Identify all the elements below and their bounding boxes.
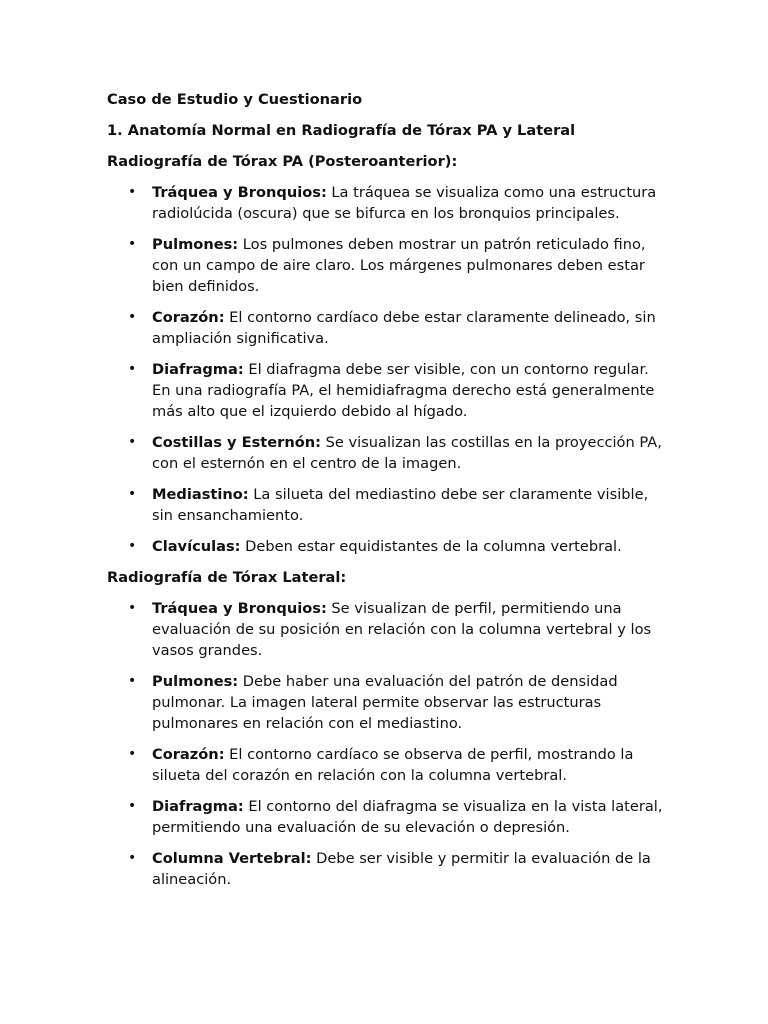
list-item	[107, 182, 667, 224]
pa-list	[107, 182, 667, 557]
item-text: El diafragma debe ser visible, con un contorno regular. En una radiografía PA, el hemidiafragma derecho está generalmente más alto que el izquierdo debido al hígado.	[152, 361, 655, 420]
item-text: Los pulmones deben mostrar un patrón reticulado fino, con un campo de aire claro. Los márgenes pulmonares deben estar bien definidos.	[152, 236, 646, 295]
item-term: Diafragma:	[152, 361, 244, 378]
bullet-icon: •	[128, 538, 137, 554]
item-text: La silueta del mediastino debe ser claramente visible, sin ensanchamiento.	[152, 486, 649, 524]
item-term: Corazón:	[152, 746, 225, 763]
item-term: Mediastino:	[152, 486, 249, 503]
bullet-icon: •	[128, 434, 137, 450]
item-text: El contorno del diafragma se visualiza en la vista lateral, permitiendo una evaluación de su elevación o depresión.	[152, 798, 663, 836]
list-item	[107, 744, 667, 786]
list-item	[107, 234, 667, 297]
item-term: Tráquea y Bronquios:	[152, 184, 327, 201]
pa-heading: Radiografía de Tórax PA (Posteroanterior):	[107, 153, 458, 170]
item-term: Clavículas:	[152, 538, 241, 555]
item-term: Pulmones:	[152, 236, 239, 253]
item-text: Se visualizan las costillas en la proyección PA, con el esternón en el centro de la imagen.	[152, 434, 662, 472]
item-text: Debe ser visible y permitir la evaluación de la alineación.	[152, 850, 651, 888]
bullet-icon: •	[128, 309, 137, 325]
bullet-icon: •	[128, 361, 137, 377]
bullet-icon: •	[128, 236, 137, 252]
document-page	[107, 89, 667, 900]
item-term: Pulmones:	[152, 673, 239, 690]
list-item	[107, 484, 667, 526]
bullet-icon: •	[128, 184, 137, 200]
bullet-icon: •	[128, 600, 137, 616]
item-text: Se visualizan de perfil, permitiendo una evaluación de su posición en relación con la columna vertebral y los vasos grandes.	[152, 600, 652, 659]
item-text: Deben estar equidistantes de la columna vertebral.	[245, 538, 622, 555]
item-text: Debe haber una evaluación del patrón de densidad pulmonar. La imagen lateral permite observar las estructuras pulmonares en relación con el mediastino.	[152, 673, 618, 732]
document-title: Caso de Estudio y Cuestionario	[107, 91, 363, 108]
list-item	[107, 432, 667, 474]
item-term: Tráquea y Bronquios:	[152, 600, 327, 617]
section-heading: 1. Anatomía Normal en Radiografía de Tórax PA y Lateral	[107, 122, 576, 139]
list-item	[107, 598, 667, 661]
list-item	[107, 848, 667, 890]
list-item	[107, 796, 667, 838]
bullet-icon: •	[128, 850, 137, 866]
list-item	[107, 671, 667, 734]
lateral-heading: Radiografía de Tórax Lateral:	[107, 569, 347, 586]
item-term: Corazón:	[152, 309, 225, 326]
item-text: El contorno cardíaco debe estar claramente delineado, sin ampliación significativa.	[152, 309, 656, 347]
item-text: La tráquea se visualiza como una estructura radiolúcida (oscura) que se bifurca en los bronquios principales.	[152, 184, 657, 222]
list-item	[107, 536, 667, 557]
bullet-icon: •	[128, 486, 137, 502]
bullet-icon: •	[128, 673, 137, 689]
list-item	[107, 359, 667, 422]
lateral-list	[107, 598, 667, 890]
item-term: Costillas y Esternón:	[152, 434, 321, 451]
item-term: Columna Vertebral:	[152, 850, 312, 867]
list-item	[107, 307, 667, 349]
bullet-icon: •	[128, 746, 137, 762]
item-text: El contorno cardíaco se observa de perfil, mostrando la silueta del corazón en relación con la columna vertebral.	[152, 746, 634, 784]
bullet-icon: •	[128, 798, 137, 814]
item-term: Diafragma:	[152, 798, 244, 815]
